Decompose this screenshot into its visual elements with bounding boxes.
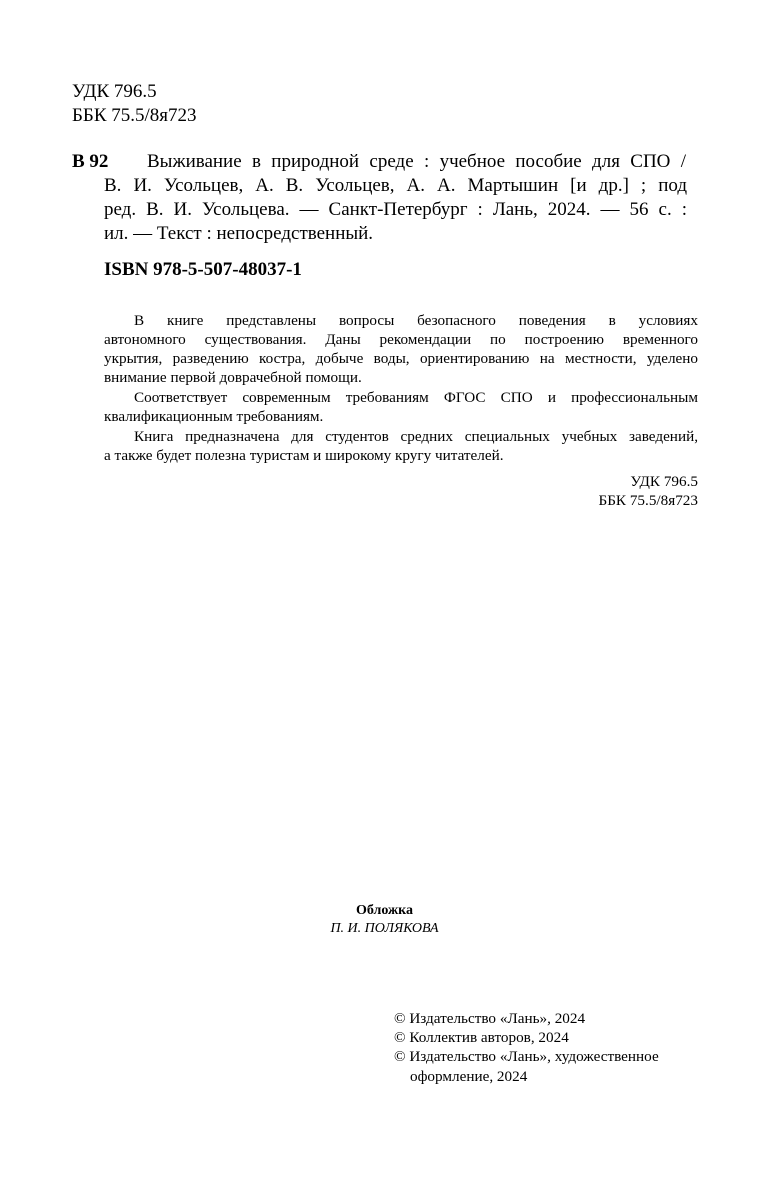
entry-line: В. И. Усольцев, А. В. Усольцев, А. А. Мартышин [и др.] ; под <box>104 175 687 196</box>
annotation-line: укрытия, разведению костра, добыче воды, ориентированию на местности, уделено <box>104 350 698 367</box>
annotation-line: автономного существования. Даны рекомендации по построению временного <box>104 331 698 348</box>
annotation-line: Книга предназначена для студентов средних специальных учебных заведений, <box>134 428 698 445</box>
annotation-line: квалификационным требованиям. <box>104 408 324 425</box>
bbk-code: ББК 75.5/8я723 <box>72 105 197 126</box>
copyright-line: оформление, 2024 <box>410 1068 528 1085</box>
annotation-line: а также будет полезна туристам и широкому кругу читателей. <box>104 447 504 464</box>
author-mark: В 92 <box>72 151 109 172</box>
annotation-line: внимание первой доврачебной помощи. <box>104 369 362 386</box>
cover-label: Обложка <box>355 903 414 918</box>
isbn: ISBN 978-5-507-48037-1 <box>104 259 302 280</box>
annotation-bbk: ББК 75.5/8я723 <box>598 492 698 509</box>
copyright-line: © Издательство «Лань», художественное <box>394 1048 659 1065</box>
udk-code: УДК 796.5 <box>72 81 157 102</box>
annotation-udk: УДК 796.5 <box>630 473 698 490</box>
cover-designer-name: П. И. ПОЛЯКОВА <box>330 921 439 936</box>
entry-line: Выживание в природной среде : учебное пособие для СПО / <box>147 151 686 172</box>
copyright-line: © Коллектив авторов, 2024 <box>394 1029 569 1046</box>
annotation-line: Соответствует современным требованиям ФГОС СПО и профессиональным <box>134 389 698 406</box>
entry-line: ред. В. И. Усольцева. — Санкт-Петербург : Лань, 2024. — 56 с. : <box>104 199 687 220</box>
entry-line: ил. — Текст : непосредственный. <box>104 223 374 244</box>
copyright-line: © Издательство «Лань», 2024 <box>394 1010 586 1027</box>
annotation-line: В книге представлены вопросы безопасного поведения в условиях <box>134 312 698 329</box>
